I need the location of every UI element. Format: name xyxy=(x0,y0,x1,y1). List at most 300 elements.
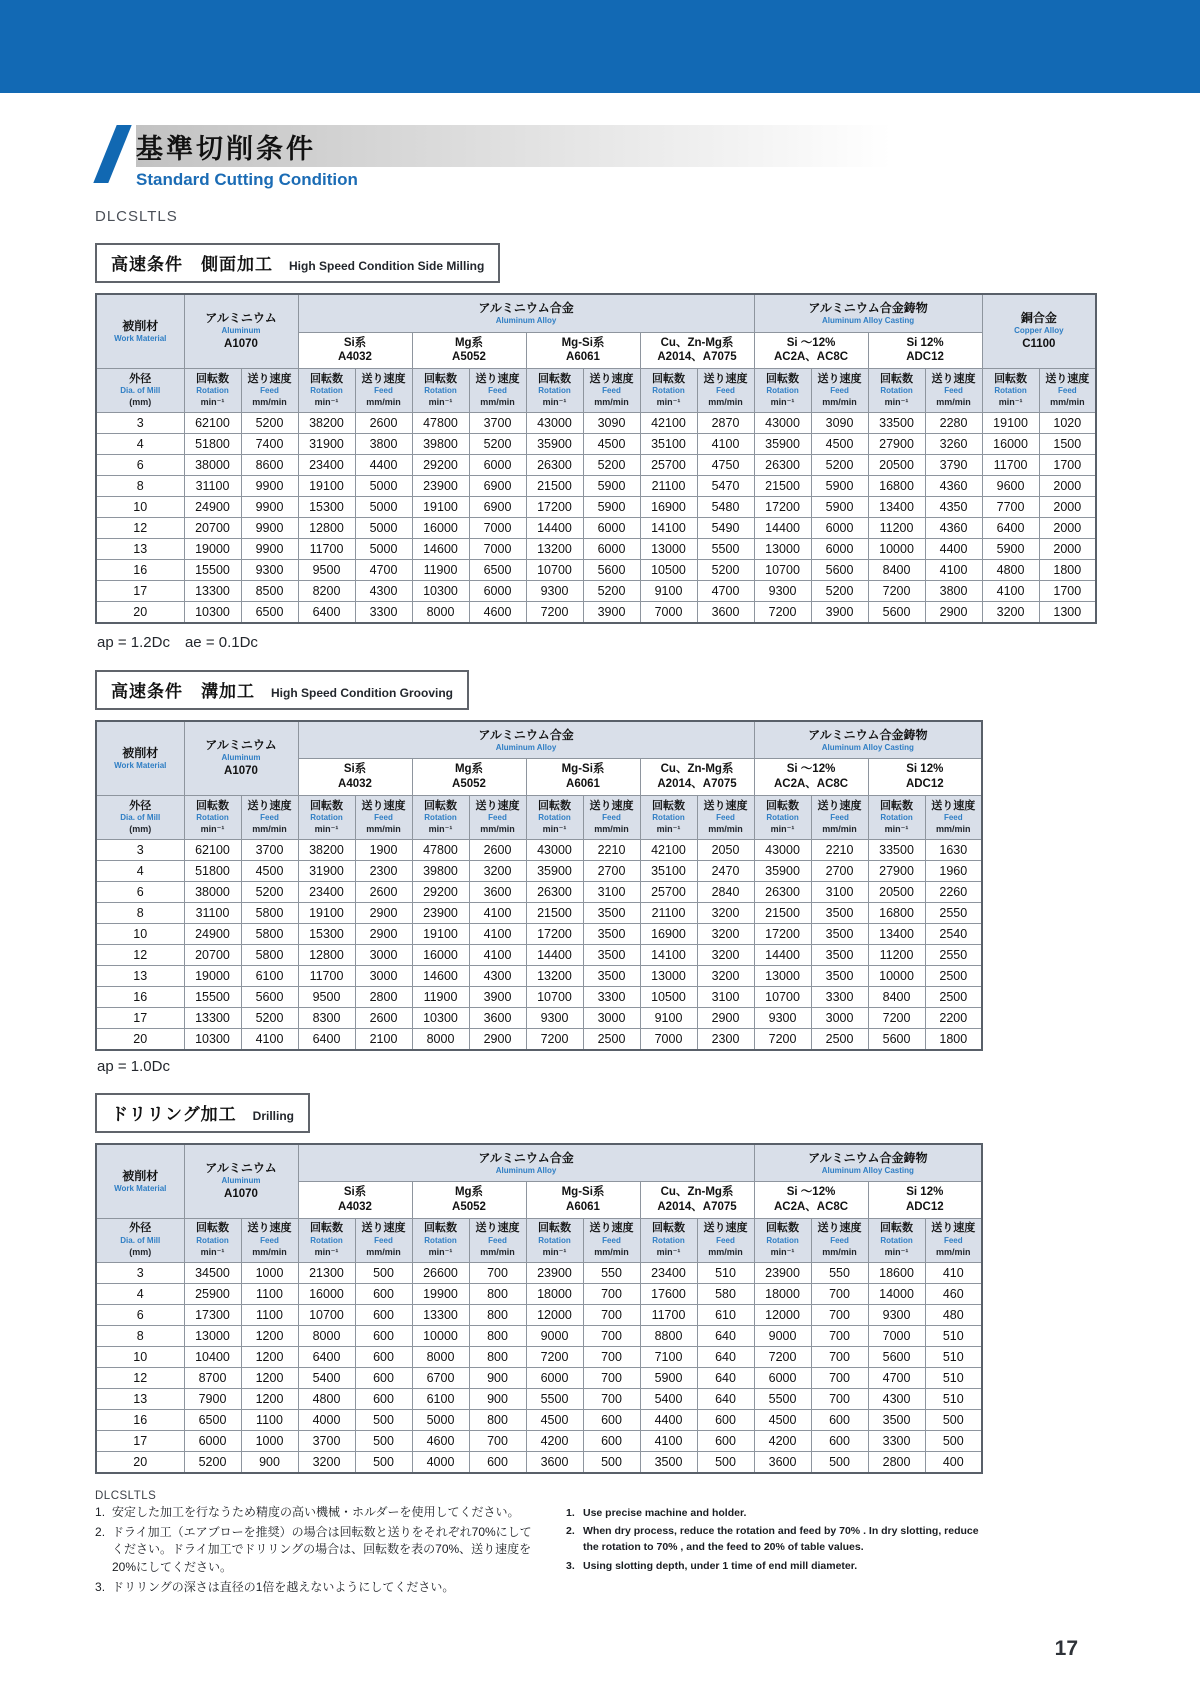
rotation-header: 回転数 Rotation min⁻¹ xyxy=(640,369,697,413)
feed-header: 送り速度 Feed mm/min xyxy=(697,796,754,840)
rotation-value: 9300 xyxy=(754,1008,811,1029)
feed-value: 2470 xyxy=(697,861,754,882)
feed-value: 3900 xyxy=(469,987,526,1008)
feed-value: 4100 xyxy=(469,924,526,945)
footnotes xyxy=(95,1490,1105,1600)
rotation-value: 8400 xyxy=(868,560,925,581)
feed-value: 4500 xyxy=(241,861,298,882)
rotation-header: 回転数 Rotation min⁻¹ xyxy=(982,369,1039,413)
rotation-value: 8800 xyxy=(640,1326,697,1347)
rotation-value: 6700 xyxy=(412,1368,469,1389)
rotation-value: 5900 xyxy=(640,1368,697,1389)
feed-value: 600 xyxy=(355,1326,412,1347)
rotation-value: 14400 xyxy=(754,518,811,539)
rotation-value: 19100 xyxy=(298,903,355,924)
feed-value: 2000 xyxy=(1039,518,1096,539)
rotation-value: 7200 xyxy=(754,602,811,623)
feed-value: 2900 xyxy=(355,924,412,945)
feed-value: 550 xyxy=(811,1263,868,1284)
rotation-value: 18000 xyxy=(526,1284,583,1305)
table-row xyxy=(96,966,982,987)
feed-value: 3090 xyxy=(583,413,640,434)
feed-value: 500 xyxy=(925,1410,982,1431)
rotation-value: 4500 xyxy=(526,1410,583,1431)
title-slash-decoration xyxy=(93,125,131,183)
rotation-header: 回転数 Rotation min⁻¹ xyxy=(526,1219,583,1263)
rotation-value: 11700 xyxy=(298,539,355,560)
feed-value: 4500 xyxy=(583,434,640,455)
rotation-value: 13000 xyxy=(184,1326,241,1347)
feed-value: 2000 xyxy=(1039,476,1096,497)
section-title-jp: ドリリング加工 xyxy=(111,1104,237,1124)
feed-value: 6500 xyxy=(241,602,298,623)
feed-value: 4100 xyxy=(925,560,982,581)
table-row xyxy=(96,518,1096,539)
table-row xyxy=(96,1008,982,1029)
rotation-value: 15500 xyxy=(184,987,241,1008)
feed-value: 1800 xyxy=(925,1029,982,1050)
dia-value: 13 xyxy=(96,539,184,560)
feed-value: 2870 xyxy=(697,413,754,434)
rotation-value: 3300 xyxy=(868,1431,925,1452)
feed-value: 1100 xyxy=(241,1284,298,1305)
feed-value: 500 xyxy=(811,1452,868,1473)
aluminum-alloy-casting-header: アルミニウム合金鋳物 Aluminum Alloy Casting xyxy=(754,1144,982,1182)
feed-value: 500 xyxy=(355,1410,412,1431)
rotation-value: 4100 xyxy=(982,581,1039,602)
cutting-condition-table xyxy=(95,1143,983,1474)
rotation-value: 9000 xyxy=(754,1326,811,1347)
feed-value: 8600 xyxy=(241,455,298,476)
feed-value: 7000 xyxy=(469,518,526,539)
rotation-value: 51800 xyxy=(184,861,241,882)
rotation-value: 6400 xyxy=(298,602,355,623)
rotation-value: 3600 xyxy=(526,1452,583,1473)
rotation-value: 31900 xyxy=(298,434,355,455)
feed-value: 4100 xyxy=(241,1029,298,1050)
footnote-item: When dry process, reduce the rotation and feed by 70% . In dry slotting, reduce the rotation to 70% , and the feed to 20% of table values. xyxy=(583,1525,979,1554)
dia-value: 16 xyxy=(96,1410,184,1431)
page-number: 17 xyxy=(1054,1637,1078,1660)
section-drilling xyxy=(95,1093,1105,1474)
rotation-value: 19900 xyxy=(412,1284,469,1305)
catalog-page xyxy=(0,93,1200,1600)
dia-value: 10 xyxy=(96,1347,184,1368)
rotation-value: 7100 xyxy=(640,1347,697,1368)
rotation-value: 29200 xyxy=(412,455,469,476)
table-row xyxy=(96,560,1096,581)
table-row xyxy=(96,476,1096,497)
dia-value: 8 xyxy=(96,476,184,497)
feed-value: 3200 xyxy=(697,966,754,987)
feed-value: 5480 xyxy=(697,497,754,518)
rotation-value: 12000 xyxy=(754,1305,811,1326)
rotation-value: 6400 xyxy=(982,518,1039,539)
feed-value: 9900 xyxy=(241,518,298,539)
rotation-value: 16900 xyxy=(640,924,697,945)
feed-header: 送り速度 Feed mm/min xyxy=(469,369,526,413)
feed-value: 1000 xyxy=(241,1431,298,1452)
dia-value: 20 xyxy=(96,1452,184,1473)
feed-value: 3300 xyxy=(583,987,640,1008)
feed-value: 2900 xyxy=(469,1029,526,1050)
feed-value: 3500 xyxy=(583,945,640,966)
rotation-header: 回転数 Rotation min⁻¹ xyxy=(868,369,925,413)
feed-value: 3700 xyxy=(241,840,298,861)
feed-value: 2300 xyxy=(697,1029,754,1050)
feed-value: 700 xyxy=(811,1305,868,1326)
rotation-value: 21100 xyxy=(640,476,697,497)
feed-value: 5200 xyxy=(241,1008,298,1029)
feed-value: 3000 xyxy=(355,945,412,966)
rotation-value: 23400 xyxy=(298,882,355,903)
feed-value: 3700 xyxy=(469,413,526,434)
top-banner xyxy=(0,0,1200,93)
feed-value: 500 xyxy=(925,1431,982,1452)
rotation-value: 4100 xyxy=(640,1431,697,1452)
footnote-item: Use precise machine and holder. xyxy=(583,1506,747,1519)
rotation-value: 17200 xyxy=(754,497,811,518)
feed-value: 3600 xyxy=(469,882,526,903)
table-row xyxy=(96,903,982,924)
rotation-value: 17300 xyxy=(184,1305,241,1326)
alloy-grade-header: Si ～12% AC2A、AC8C xyxy=(754,759,868,796)
aluminum-alloy-casting-header: アルミニウム合金鋳物 Aluminum Alloy Casting xyxy=(754,721,982,759)
aluminum-a1070-header: アルミニウム Aluminum A1070 xyxy=(184,721,298,796)
feed-value: 3200 xyxy=(697,924,754,945)
rotation-value: 14400 xyxy=(526,945,583,966)
rotation-value: 21500 xyxy=(526,476,583,497)
feed-value: 900 xyxy=(241,1452,298,1473)
rotation-value: 17200 xyxy=(526,924,583,945)
feed-value: 1700 xyxy=(1039,455,1096,476)
rotation-value: 8700 xyxy=(184,1368,241,1389)
footnote-item: Using slotting depth, under 1 time of end mill diameter. xyxy=(583,1559,858,1572)
dia-value: 20 xyxy=(96,602,184,623)
dia-value: 4 xyxy=(96,434,184,455)
rotation-value: 11700 xyxy=(298,966,355,987)
feed-value: 2280 xyxy=(925,413,982,434)
dia-value: 16 xyxy=(96,987,184,1008)
alloy-grade-header: Si 12% ADC12 xyxy=(868,759,982,796)
rotation-value: 10700 xyxy=(298,1305,355,1326)
feed-value: 5800 xyxy=(241,945,298,966)
rotation-value: 13200 xyxy=(526,539,583,560)
rotation-value: 17200 xyxy=(754,924,811,945)
work-material-header: 被削材 Work Material xyxy=(96,721,184,796)
feed-value: 6000 xyxy=(469,581,526,602)
feed-value: 600 xyxy=(355,1305,412,1326)
feed-value: 800 xyxy=(469,1347,526,1368)
rotation-value: 51800 xyxy=(184,434,241,455)
rotation-value: 4800 xyxy=(298,1389,355,1410)
feed-value: 1800 xyxy=(1039,560,1096,581)
feed-value: 3800 xyxy=(925,581,982,602)
dia-value: 17 xyxy=(96,1008,184,1029)
dia-value: 6 xyxy=(96,882,184,903)
rotation-value: 19100 xyxy=(412,497,469,518)
rotation-value: 14600 xyxy=(412,966,469,987)
feed-value: 400 xyxy=(925,1452,982,1473)
rotation-value: 13000 xyxy=(754,966,811,987)
rotation-value: 9300 xyxy=(526,581,583,602)
rotation-value: 9100 xyxy=(640,581,697,602)
aluminum-a1070-header: アルミニウム Aluminum A1070 xyxy=(184,294,298,369)
feed-value: 2550 xyxy=(925,945,982,966)
rotation-value: 35900 xyxy=(754,434,811,455)
feed-value: 1200 xyxy=(241,1389,298,1410)
feed-value: 6000 xyxy=(469,455,526,476)
rotation-value: 15300 xyxy=(298,924,355,945)
feed-value: 3800 xyxy=(355,434,412,455)
rotation-value: 7200 xyxy=(754,1029,811,1050)
rotation-value: 7000 xyxy=(640,1029,697,1050)
rotation-value: 16000 xyxy=(982,434,1039,455)
rotation-value: 6500 xyxy=(184,1410,241,1431)
rotation-value: 10500 xyxy=(640,560,697,581)
rotation-header: 回転数 Rotation min⁻¹ xyxy=(640,796,697,840)
feed-value: 3090 xyxy=(811,413,868,434)
feed-value: 510 xyxy=(697,1263,754,1284)
rotation-value: 14400 xyxy=(754,945,811,966)
dia-value: 3 xyxy=(96,1263,184,1284)
alloy-grade-header: Mg系 A5052 xyxy=(412,759,526,796)
feed-value: 700 xyxy=(583,1284,640,1305)
rotation-value: 26300 xyxy=(754,455,811,476)
feed-value: 2700 xyxy=(811,861,868,882)
feed-value: 4350 xyxy=(925,497,982,518)
feed-value: 7000 xyxy=(469,539,526,560)
feed-value: 2210 xyxy=(583,840,640,861)
feed-value: 410 xyxy=(925,1263,982,1284)
feed-value: 3500 xyxy=(811,924,868,945)
feed-value: 3300 xyxy=(355,602,412,623)
feed-header: 送り速度 Feed mm/min xyxy=(241,1219,298,1263)
rotation-value: 5000 xyxy=(412,1410,469,1431)
feed-value: 510 xyxy=(925,1326,982,1347)
feed-value: 3500 xyxy=(811,945,868,966)
alloy-grade-header: Si 12% ADC12 xyxy=(868,332,982,369)
dia-value: 12 xyxy=(96,1368,184,1389)
rotation-value: 15500 xyxy=(184,560,241,581)
table-row xyxy=(96,1284,982,1305)
rotation-value: 33500 xyxy=(868,840,925,861)
rotation-value: 4500 xyxy=(754,1410,811,1431)
rotation-value: 25900 xyxy=(184,1284,241,1305)
rotation-header: 回転数 Rotation min⁻¹ xyxy=(754,369,811,413)
feed-value: 3000 xyxy=(355,966,412,987)
rotation-value: 26300 xyxy=(754,882,811,903)
feed-value: 3300 xyxy=(811,987,868,1008)
rotation-value: 14000 xyxy=(868,1284,925,1305)
rotation-value: 8000 xyxy=(412,602,469,623)
alloy-grade-header: Mg系 A5052 xyxy=(412,332,526,369)
feed-value: 2300 xyxy=(355,861,412,882)
rotation-value: 35100 xyxy=(640,434,697,455)
rotation-value: 11900 xyxy=(412,987,469,1008)
table-row xyxy=(96,1452,982,1473)
feed-value: 1000 xyxy=(241,1263,298,1284)
feed-value: 900 xyxy=(469,1389,526,1410)
feed-value: 4100 xyxy=(697,434,754,455)
feed-value: 5900 xyxy=(583,497,640,518)
feed-header: 送り速度 Feed mm/min xyxy=(811,796,868,840)
dia-value: 17 xyxy=(96,1431,184,1452)
rotation-value: 20700 xyxy=(184,945,241,966)
dia-value: 13 xyxy=(96,966,184,987)
feed-header: 送り速度 Feed mm/min xyxy=(697,369,754,413)
feed-header: 送り速度 Feed mm/min xyxy=(811,369,868,413)
feed-value: 600 xyxy=(697,1431,754,1452)
feed-value: 5600 xyxy=(241,987,298,1008)
dia-value: 17 xyxy=(96,581,184,602)
rotation-value: 39800 xyxy=(412,861,469,882)
feed-value: 6000 xyxy=(811,518,868,539)
feed-value: 1200 xyxy=(241,1347,298,1368)
rotation-value: 20700 xyxy=(184,518,241,539)
rotation-value: 24900 xyxy=(184,924,241,945)
rotation-value: 20500 xyxy=(868,455,925,476)
rotation-value: 21500 xyxy=(754,903,811,924)
feed-header: 送り速度 Feed mm/min xyxy=(1039,369,1096,413)
rotation-value: 4800 xyxy=(982,560,1039,581)
alloy-grade-header: Si 12% ADC12 xyxy=(868,1182,982,1219)
rotation-value: 19100 xyxy=(298,476,355,497)
rotation-value: 13400 xyxy=(868,924,925,945)
rotation-value: 38000 xyxy=(184,455,241,476)
dia-value: 3 xyxy=(96,413,184,434)
rotation-value: 23400 xyxy=(298,455,355,476)
feed-value: 510 xyxy=(925,1347,982,1368)
rotation-value: 8300 xyxy=(298,1008,355,1029)
rotation-header: 回転数 Rotation min⁻¹ xyxy=(184,1219,241,1263)
rotation-value: 13200 xyxy=(526,966,583,987)
feed-value: 9900 xyxy=(241,476,298,497)
feed-value: 4360 xyxy=(925,518,982,539)
feed-value: 580 xyxy=(697,1284,754,1305)
rotation-value: 3700 xyxy=(298,1431,355,1452)
feed-value: 2900 xyxy=(355,903,412,924)
rotation-value: 16900 xyxy=(640,497,697,518)
rotation-value: 25700 xyxy=(640,882,697,903)
rotation-value: 26300 xyxy=(526,882,583,903)
rotation-value: 4000 xyxy=(412,1452,469,1473)
rotation-value: 7200 xyxy=(868,1008,925,1029)
feed-value: 6900 xyxy=(469,476,526,497)
rotation-value: 7000 xyxy=(868,1326,925,1347)
feed-value: 800 xyxy=(469,1410,526,1431)
rotation-header: 回転数 Rotation min⁻¹ xyxy=(184,796,241,840)
table-row xyxy=(96,840,982,861)
dia-value: 10 xyxy=(96,924,184,945)
rotation-value: 12000 xyxy=(526,1305,583,1326)
rotation-value: 5500 xyxy=(526,1389,583,1410)
feed-value: 1200 xyxy=(241,1326,298,1347)
rotation-value: 23900 xyxy=(754,1263,811,1284)
rotation-value: 47800 xyxy=(412,840,469,861)
feed-value: 640 xyxy=(697,1326,754,1347)
feed-header: 送り速度 Feed mm/min xyxy=(811,1219,868,1263)
alloy-grade-header: Cu、Zn-Mg系 A2014、A7075 xyxy=(640,759,754,796)
rotation-value: 25700 xyxy=(640,455,697,476)
rotation-value: 24900 xyxy=(184,497,241,518)
rotation-value: 43000 xyxy=(754,413,811,434)
aluminum-a1070-header: アルミニウム Aluminum A1070 xyxy=(184,1144,298,1219)
rotation-value: 10300 xyxy=(184,1029,241,1050)
rotation-value: 11200 xyxy=(868,518,925,539)
rotation-value: 13000 xyxy=(754,539,811,560)
rotation-value: 5600 xyxy=(868,1347,925,1368)
rotation-value: 43000 xyxy=(526,840,583,861)
feed-value: 510 xyxy=(925,1368,982,1389)
table-row xyxy=(96,1389,982,1410)
rotation-value: 11200 xyxy=(868,945,925,966)
feed-value: 700 xyxy=(469,1263,526,1284)
feed-header: 送り速度 Feed mm/min xyxy=(469,796,526,840)
rotation-value: 31900 xyxy=(298,861,355,882)
rotation-value: 23900 xyxy=(526,1263,583,1284)
feed-value: 3790 xyxy=(925,455,982,476)
rotation-value: 3200 xyxy=(982,602,1039,623)
feed-value: 3100 xyxy=(697,987,754,1008)
rotation-value: 3500 xyxy=(868,1410,925,1431)
feed-header: 送り速度 Feed mm/min xyxy=(355,369,412,413)
feed-value: 3600 xyxy=(697,602,754,623)
table-row xyxy=(96,1305,982,1326)
feed-value: 5600 xyxy=(583,560,640,581)
rotation-value: 43000 xyxy=(526,413,583,434)
rotation-value: 8000 xyxy=(298,1326,355,1347)
rotation-value: 39800 xyxy=(412,434,469,455)
feed-value: 5600 xyxy=(811,560,868,581)
rotation-value: 3500 xyxy=(640,1452,697,1473)
feed-value: 500 xyxy=(583,1452,640,1473)
feed-value: 1960 xyxy=(925,861,982,882)
feed-header: 送り速度 Feed mm/min xyxy=(925,1219,982,1263)
feed-value: 2100 xyxy=(355,1029,412,1050)
feed-value: 480 xyxy=(925,1305,982,1326)
feed-value: 5000 xyxy=(355,518,412,539)
rotation-value: 21100 xyxy=(640,903,697,924)
rotation-header: 回転数 Rotation min⁻¹ xyxy=(184,369,241,413)
feed-value: 5500 xyxy=(697,539,754,560)
feed-value: 600 xyxy=(355,1368,412,1389)
feed-header: 送り速度 Feed mm/min xyxy=(583,369,640,413)
rotation-value: 62100 xyxy=(184,413,241,434)
feed-value: 6100 xyxy=(241,966,298,987)
rotation-value: 5600 xyxy=(868,1029,925,1050)
feed-header: 送り速度 Feed mm/min xyxy=(355,1219,412,1263)
alloy-grade-header: Si ～12% AC2A、AC8C xyxy=(754,332,868,369)
rotation-value: 3600 xyxy=(754,1452,811,1473)
rotation-value: 47800 xyxy=(412,413,469,434)
rotation-value: 7000 xyxy=(640,602,697,623)
rotation-value: 9600 xyxy=(982,476,1039,497)
feed-value: 610 xyxy=(697,1305,754,1326)
feed-header: 送り速度 Feed mm/min xyxy=(925,796,982,840)
rotation-value: 35100 xyxy=(640,861,697,882)
feed-value: 4300 xyxy=(355,581,412,602)
aluminum-alloy-header: アルミニウム合金 Aluminum Alloy xyxy=(298,1144,754,1182)
feed-value: 9300 xyxy=(241,560,298,581)
footnotes-english-column xyxy=(566,1490,996,1600)
rotation-value: 8000 xyxy=(412,1347,469,1368)
rotation-value: 26600 xyxy=(412,1263,469,1284)
rotation-value: 8000 xyxy=(412,1029,469,1050)
rotation-value: 21500 xyxy=(754,476,811,497)
feed-value: 1900 xyxy=(355,840,412,861)
feed-value: 700 xyxy=(583,1326,640,1347)
